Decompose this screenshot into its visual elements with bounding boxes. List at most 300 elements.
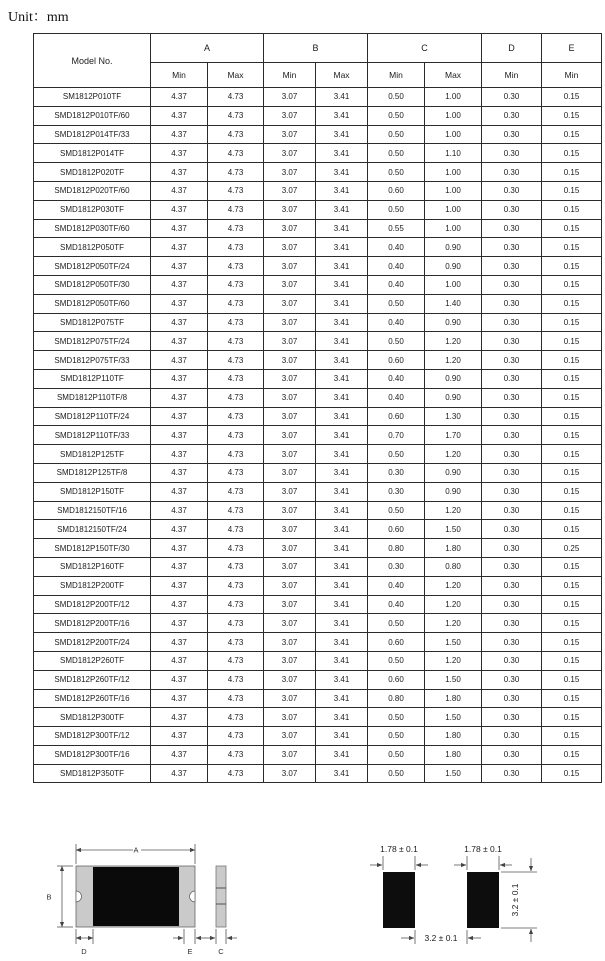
value-cell: 0.50: [368, 764, 425, 783]
value-cell: 0.30: [482, 200, 542, 219]
value-cell: 4.73: [208, 764, 264, 783]
value-cell: 3.41: [316, 595, 368, 614]
value-cell: 0.60: [368, 520, 425, 539]
value-cell: 0.90: [425, 313, 482, 332]
value-cell: 3.41: [316, 651, 368, 670]
model-cell: SMD1812P075TF/33: [34, 351, 151, 370]
value-cell: 3.07: [264, 106, 316, 125]
value-cell: 3.07: [264, 144, 316, 163]
value-cell: 3.07: [264, 219, 316, 238]
value-cell: 3.41: [316, 445, 368, 464]
value-cell: 1.00: [425, 106, 482, 125]
col-a-header: A: [151, 34, 264, 63]
model-cell: SMD1812P150TF: [34, 482, 151, 501]
land-pattern-drawing: [340, 840, 555, 961]
value-cell: 4.37: [151, 633, 208, 652]
dim-label-a: A: [133, 845, 139, 855]
value-cell: 4.73: [208, 670, 264, 689]
value-cell: 4.37: [151, 351, 208, 370]
model-cell: SMD1812P030TF/60: [34, 219, 151, 238]
model-cell: SMD1812150TF/16: [34, 501, 151, 520]
value-cell: 0.15: [542, 670, 602, 689]
model-cell: SMD1812P300TF/16: [34, 745, 151, 764]
value-cell: 1.50: [425, 633, 482, 652]
value-cell: 4.73: [208, 351, 264, 370]
c-min-header: Min: [368, 63, 425, 88]
value-cell: 4.37: [151, 294, 208, 313]
value-cell: 1.40: [425, 294, 482, 313]
value-cell: 4.37: [151, 181, 208, 200]
dim-label-d: D: [81, 947, 87, 956]
value-cell: 3.41: [316, 708, 368, 727]
value-cell: 1.80: [425, 727, 482, 746]
value-cell: 0.30: [482, 614, 542, 633]
value-cell: 0.70: [368, 426, 425, 445]
value-cell: 3.07: [264, 501, 316, 520]
value-cell: 3.07: [264, 181, 316, 200]
model-cell: SMD1812P010TF/60: [34, 106, 151, 125]
value-cell: 4.37: [151, 125, 208, 144]
value-cell: 3.07: [264, 670, 316, 689]
value-cell: 1.20: [425, 445, 482, 464]
value-cell: 3.41: [316, 745, 368, 764]
value-cell: 0.15: [542, 388, 602, 407]
value-cell: 0.30: [482, 595, 542, 614]
value-cell: 4.73: [208, 313, 264, 332]
table-row: [34, 351, 602, 370]
value-cell: 4.73: [208, 689, 264, 708]
value-cell: 1.50: [425, 520, 482, 539]
value-cell: 3.41: [316, 407, 368, 426]
col-d-header: D: [482, 34, 542, 63]
value-cell: 3.41: [316, 576, 368, 595]
table-row: [34, 557, 602, 576]
value-cell: 3.41: [316, 313, 368, 332]
value-cell: 0.30: [482, 576, 542, 595]
value-cell: 4.37: [151, 332, 208, 351]
value-cell: 3.07: [264, 463, 316, 482]
model-cell: SMD1812P125TF: [34, 445, 151, 464]
value-cell: 4.73: [208, 501, 264, 520]
value-cell: 0.15: [542, 369, 602, 388]
value-cell: 3.41: [316, 539, 368, 558]
model-no-header: Model No.: [34, 34, 151, 88]
value-cell: 4.73: [208, 633, 264, 652]
value-cell: 1.00: [425, 163, 482, 182]
value-cell: 4.37: [151, 369, 208, 388]
value-cell: 1.20: [425, 332, 482, 351]
table-row: [34, 651, 602, 670]
value-cell: 3.41: [316, 294, 368, 313]
value-cell: 0.15: [542, 88, 602, 107]
value-cell: 0.30: [368, 463, 425, 482]
table-row: [34, 181, 602, 200]
value-cell: 4.73: [208, 482, 264, 501]
value-cell: 0.50: [368, 106, 425, 125]
table-row: [34, 689, 602, 708]
value-cell: 4.37: [151, 200, 208, 219]
value-cell: 3.41: [316, 633, 368, 652]
value-cell: 0.15: [542, 332, 602, 351]
table-row: [34, 332, 602, 351]
value-cell: 0.90: [425, 369, 482, 388]
value-cell: 0.30: [482, 407, 542, 426]
value-cell: 0.15: [542, 125, 602, 144]
value-cell: 0.30: [368, 482, 425, 501]
value-cell: 1.20: [425, 501, 482, 520]
value-cell: 0.30: [482, 689, 542, 708]
value-cell: 0.15: [542, 106, 602, 125]
table-row: [34, 595, 602, 614]
value-cell: 0.15: [542, 727, 602, 746]
value-cell: 0.40: [368, 576, 425, 595]
model-cell: SMD1812P150TF/30: [34, 539, 151, 558]
value-cell: 0.30: [482, 557, 542, 576]
value-cell: 0.15: [542, 181, 602, 200]
value-cell: 4.73: [208, 163, 264, 182]
value-cell: 3.41: [316, 764, 368, 783]
value-cell: 0.50: [368, 88, 425, 107]
value-cell: 4.37: [151, 651, 208, 670]
table-row: [34, 106, 602, 125]
value-cell: 3.07: [264, 445, 316, 464]
value-cell: 0.50: [368, 651, 425, 670]
value-cell: 4.37: [151, 708, 208, 727]
model-cell: SMD1812P260TF: [34, 651, 151, 670]
value-cell: 0.30: [482, 633, 542, 652]
value-cell: 3.07: [264, 482, 316, 501]
table-row: [34, 670, 602, 689]
value-cell: 3.07: [264, 257, 316, 276]
value-cell: 0.30: [482, 670, 542, 689]
value-cell: 4.73: [208, 727, 264, 746]
value-cell: 0.40: [368, 369, 425, 388]
value-cell: 4.73: [208, 520, 264, 539]
value-cell: 0.90: [425, 388, 482, 407]
value-cell: 4.37: [151, 595, 208, 614]
value-cell: 3.07: [264, 689, 316, 708]
value-cell: 0.50: [368, 163, 425, 182]
value-cell: 4.73: [208, 445, 264, 464]
value-cell: 0.15: [542, 482, 602, 501]
value-cell: 3.41: [316, 557, 368, 576]
value-cell: 4.73: [208, 369, 264, 388]
value-cell: 0.50: [368, 445, 425, 464]
value-cell: 0.90: [425, 482, 482, 501]
dim-label-b: B: [46, 892, 52, 902]
value-cell: 4.73: [208, 125, 264, 144]
value-cell: 0.30: [482, 520, 542, 539]
table-row: [34, 294, 602, 313]
value-cell: 0.80: [368, 689, 425, 708]
model-cell: SMD1812P200TF/16: [34, 614, 151, 633]
b-max-header: Max: [316, 63, 368, 88]
value-cell: 4.37: [151, 388, 208, 407]
value-cell: 1.20: [425, 614, 482, 633]
value-cell: 0.15: [542, 144, 602, 163]
value-cell: 1.00: [425, 88, 482, 107]
model-cell: SMD1812P200TF/24: [34, 633, 151, 652]
value-cell: 4.37: [151, 275, 208, 294]
value-cell: 3.41: [316, 426, 368, 445]
value-cell: 0.15: [542, 407, 602, 426]
model-cell: SMD1812P260TF/16: [34, 689, 151, 708]
value-cell: 0.25: [542, 539, 602, 558]
value-cell: 4.73: [208, 181, 264, 200]
value-cell: 0.15: [542, 351, 602, 370]
value-cell: 0.15: [542, 764, 602, 783]
value-cell: 0.15: [542, 200, 602, 219]
value-cell: 1.30: [425, 407, 482, 426]
value-cell: 1.20: [425, 651, 482, 670]
value-cell: 3.41: [316, 520, 368, 539]
value-cell: 4.37: [151, 482, 208, 501]
pad1-width-label: 1.78 ± 0.1: [380, 844, 418, 854]
value-cell: 3.07: [264, 557, 316, 576]
value-cell: 3.07: [264, 576, 316, 595]
package-dimension-drawing: [40, 840, 240, 961]
table-row: [34, 764, 602, 783]
value-cell: 1.10: [425, 144, 482, 163]
value-cell: 4.37: [151, 539, 208, 558]
col-b-header: B: [264, 34, 368, 63]
table-row: [34, 727, 602, 746]
value-cell: 0.90: [425, 238, 482, 257]
value-cell: 1.00: [425, 219, 482, 238]
value-cell: 4.37: [151, 727, 208, 746]
value-cell: 0.30: [482, 238, 542, 257]
value-cell: 3.07: [264, 294, 316, 313]
table-row: [34, 708, 602, 727]
value-cell: 3.07: [264, 332, 316, 351]
value-cell: 0.50: [368, 727, 425, 746]
table-row: [34, 125, 602, 144]
col-c-header: C: [368, 34, 482, 63]
value-cell: 4.73: [208, 539, 264, 558]
unit-label: Unit：mm: [8, 10, 69, 25]
value-cell: 3.41: [316, 106, 368, 125]
b-min-header: Min: [264, 63, 316, 88]
value-cell: 3.41: [316, 219, 368, 238]
value-cell: 0.15: [542, 501, 602, 520]
value-cell: 0.30: [482, 313, 542, 332]
value-cell: 4.73: [208, 463, 264, 482]
value-cell: 3.07: [264, 633, 316, 652]
value-cell: 3.41: [316, 144, 368, 163]
value-cell: 4.37: [151, 557, 208, 576]
value-cell: 4.37: [151, 445, 208, 464]
table-row: [34, 238, 602, 257]
value-cell: 1.50: [425, 708, 482, 727]
table-row: [34, 275, 602, 294]
value-cell: 0.90: [425, 463, 482, 482]
value-cell: 3.41: [316, 689, 368, 708]
value-cell: 3.07: [264, 595, 316, 614]
value-cell: 4.73: [208, 708, 264, 727]
model-cell: SMD1812P050TF/60: [34, 294, 151, 313]
pad-height-label: 3.2 ± 0.1: [510, 883, 520, 917]
model-cell: SMD1812P014TF/33: [34, 125, 151, 144]
value-cell: 3.41: [316, 332, 368, 351]
value-cell: 3.07: [264, 369, 316, 388]
value-cell: 4.37: [151, 88, 208, 107]
value-cell: 0.30: [482, 445, 542, 464]
value-cell: 4.37: [151, 576, 208, 595]
model-cell: SMD1812P110TF/8: [34, 388, 151, 407]
value-cell: 3.41: [316, 275, 368, 294]
value-cell: 3.07: [264, 275, 316, 294]
value-cell: 0.90: [425, 257, 482, 276]
value-cell: 3.07: [264, 351, 316, 370]
a-max-header: Max: [208, 63, 264, 88]
value-cell: 1.00: [425, 125, 482, 144]
dim-label-e: E: [187, 947, 193, 956]
value-cell: 4.73: [208, 106, 264, 125]
value-cell: 4.73: [208, 388, 264, 407]
value-cell: 3.41: [316, 614, 368, 633]
value-cell: 0.30: [482, 388, 542, 407]
value-cell: 3.07: [264, 539, 316, 558]
value-cell: 4.73: [208, 745, 264, 764]
value-cell: 0.30: [482, 727, 542, 746]
value-cell: 0.60: [368, 633, 425, 652]
value-cell: 3.41: [316, 125, 368, 144]
value-cell: 3.41: [316, 257, 368, 276]
value-cell: 0.60: [368, 670, 425, 689]
table-row: [34, 633, 602, 652]
table-row: [34, 257, 602, 276]
value-cell: 0.50: [368, 125, 425, 144]
value-cell: 4.73: [208, 219, 264, 238]
value-cell: 4.37: [151, 670, 208, 689]
value-cell: 0.80: [425, 557, 482, 576]
table-row: [34, 407, 602, 426]
model-cell: SMD1812P160TF: [34, 557, 151, 576]
value-cell: 0.30: [482, 294, 542, 313]
value-cell: 4.73: [208, 144, 264, 163]
value-cell: 0.40: [368, 595, 425, 614]
value-cell: 0.30: [482, 351, 542, 370]
value-cell: 0.30: [482, 125, 542, 144]
model-cell: SMD1812P020TF/60: [34, 181, 151, 200]
land-pad-right: [467, 872, 499, 928]
value-cell: 4.37: [151, 689, 208, 708]
value-cell: 4.73: [208, 238, 264, 257]
value-cell: 4.73: [208, 614, 264, 633]
value-cell: 3.41: [316, 181, 368, 200]
land-pad-left: [383, 872, 415, 928]
value-cell: 0.30: [482, 219, 542, 238]
c-max-header: Max: [425, 63, 482, 88]
a-min-header: Min: [151, 63, 208, 88]
value-cell: 4.37: [151, 520, 208, 539]
value-cell: 4.73: [208, 332, 264, 351]
value-cell: 1.50: [425, 764, 482, 783]
value-cell: 3.07: [264, 200, 316, 219]
value-cell: 3.41: [316, 351, 368, 370]
value-cell: 4.37: [151, 426, 208, 445]
value-cell: 0.50: [368, 708, 425, 727]
table-row: [34, 88, 602, 107]
table-row: [34, 501, 602, 520]
value-cell: 0.15: [542, 633, 602, 652]
value-cell: 3.41: [316, 238, 368, 257]
value-cell: 0.60: [368, 181, 425, 200]
model-cell: SMD1812P014TF: [34, 144, 151, 163]
value-cell: 0.40: [368, 238, 425, 257]
dimensions-table: [33, 33, 602, 783]
table-row: [34, 520, 602, 539]
value-cell: 4.37: [151, 238, 208, 257]
value-cell: 1.50: [425, 670, 482, 689]
value-cell: 3.41: [316, 463, 368, 482]
value-cell: 0.50: [368, 294, 425, 313]
value-cell: 0.15: [542, 257, 602, 276]
value-cell: 3.07: [264, 163, 316, 182]
table-row: [34, 539, 602, 558]
table-row: [34, 445, 602, 464]
value-cell: 4.37: [151, 764, 208, 783]
e-min-header: Min: [542, 63, 602, 88]
value-cell: 0.15: [542, 614, 602, 633]
value-cell: 3.41: [316, 88, 368, 107]
value-cell: 0.30: [482, 745, 542, 764]
table-row: [34, 369, 602, 388]
model-cell: SMD1812P110TF: [34, 369, 151, 388]
value-cell: 0.30: [482, 708, 542, 727]
value-cell: 1.20: [425, 576, 482, 595]
value-cell: 0.15: [542, 426, 602, 445]
value-cell: 0.15: [542, 463, 602, 482]
value-cell: 4.37: [151, 745, 208, 764]
value-cell: 0.30: [368, 557, 425, 576]
model-cell: SMD1812150TF/24: [34, 520, 151, 539]
value-cell: 0.30: [482, 501, 542, 520]
value-cell: 4.73: [208, 557, 264, 576]
value-cell: 0.15: [542, 275, 602, 294]
table-row: [34, 144, 602, 163]
value-cell: 0.40: [368, 257, 425, 276]
model-cell: SMD1812P110TF/33: [34, 426, 151, 445]
model-cell: SMD1812P050TF/30: [34, 275, 151, 294]
model-cell: SMD1812P350TF: [34, 764, 151, 783]
value-cell: 3.41: [316, 482, 368, 501]
value-cell: 3.41: [316, 200, 368, 219]
model-cell: SMD1812P200TF/12: [34, 595, 151, 614]
value-cell: 0.50: [368, 332, 425, 351]
value-cell: 4.37: [151, 144, 208, 163]
value-cell: 0.40: [368, 275, 425, 294]
value-cell: 3.07: [264, 88, 316, 107]
value-cell: 3.41: [316, 727, 368, 746]
value-cell: 3.41: [316, 369, 368, 388]
d-min-header: Min: [482, 63, 542, 88]
value-cell: 4.73: [208, 200, 264, 219]
value-cell: 4.73: [208, 88, 264, 107]
value-cell: 0.30: [482, 332, 542, 351]
table-row: [34, 219, 602, 238]
value-cell: 3.07: [264, 764, 316, 783]
value-cell: 3.07: [264, 426, 316, 445]
model-cell: SMD1812P050TF: [34, 238, 151, 257]
model-cell: SMD1812P300TF: [34, 708, 151, 727]
table-row: [34, 576, 602, 595]
value-cell: 4.37: [151, 219, 208, 238]
value-cell: 1.80: [425, 689, 482, 708]
value-cell: 4.37: [151, 501, 208, 520]
value-cell: 0.60: [368, 351, 425, 370]
value-cell: 1.80: [425, 539, 482, 558]
